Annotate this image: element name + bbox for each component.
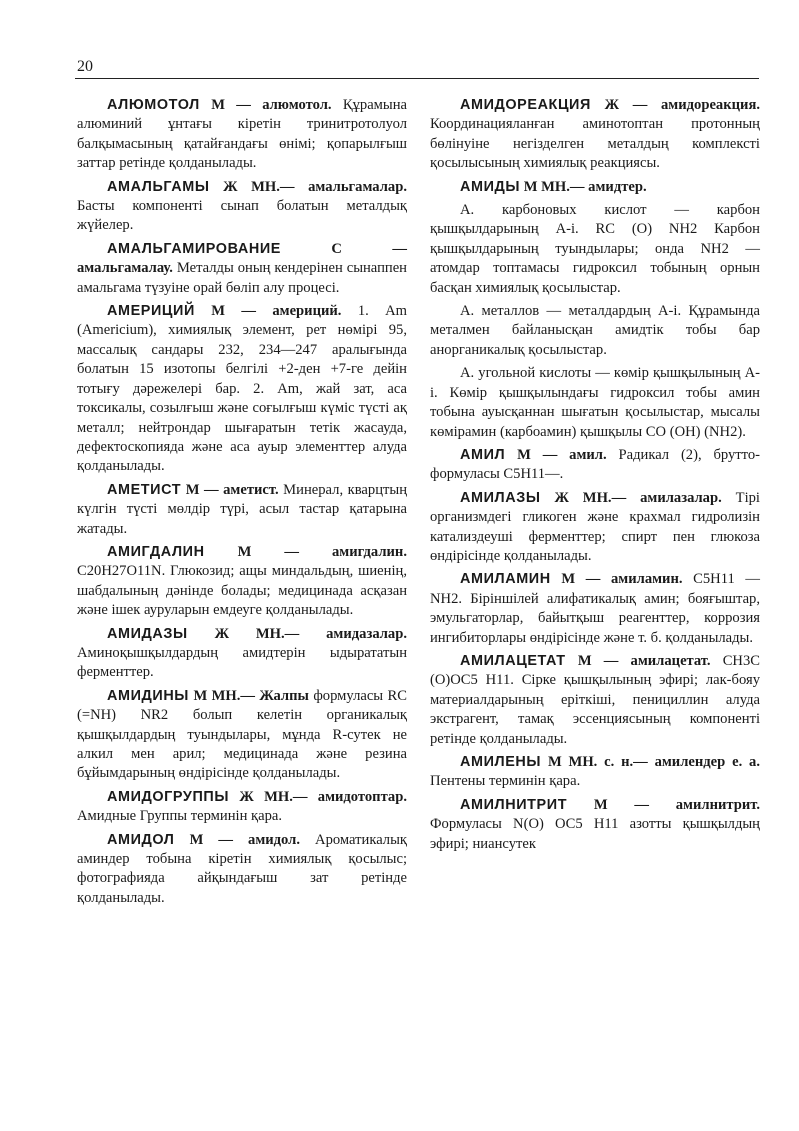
entry-headword: АМЕТИСТ [107, 481, 182, 498]
entry-headword: АМАЛЬГАМИРОВАНИЕ [107, 240, 281, 257]
entry-headword: АМИЛАМИН [460, 571, 551, 588]
entry-translation: М МН.— амидтер. [523, 178, 647, 195]
dictionary-entry [430, 753, 760, 792]
entry-translation: Ж МН.— амидотоптар. [239, 788, 407, 805]
dictionary-entry [77, 96, 407, 174]
entry-headword: АМИДИНЫ [107, 687, 189, 704]
entry-headword: АЛЮМОТОЛ [107, 97, 200, 113]
entry-headword: АМИДАЗЫ [107, 625, 188, 642]
entry-headword: АМИЛЕНЫ [460, 754, 542, 770]
dictionary-entry [77, 302, 407, 477]
entry-body: Координацияланған аминотоптан протонның бөлінуіне негізделген металдың комплексті қосылысының химиялық реакциясы. [430, 116, 760, 172]
entry-translation: М — амидол. [189, 831, 300, 848]
entry-body: Аминоқышқылдардың амидтерін ыдырататын ферменттер. [77, 644, 407, 681]
entry-body: 1. Am (Americium), химиялық элемент, рет нөмірі 95, массалық сандары 232, 234—247 аралығында болатын 15 изотопы белгілі +2-ден +7-ге дейін тотығу дәрежелері бар. 2. Am, жай зат, аса токсикалы, созылғыш және соғылғыш күміс түсті ақ металл; нейтрондар шығаратын тетік жасауда, дефектоскопияда және аса ауыр элементтер алуда қолданылады. [77, 303, 408, 475]
entry-body: Амидные Группы терминін қара. [77, 808, 283, 825]
entry-body: Тірі организмдегі гликоген және крахмал гидролизін катализдеуші ферменттер; спирт пен глюкоза өндірісінде қолданылады. [430, 489, 760, 564]
entry-body: Басты компоненті сынап болатын металдық жүйелер. [77, 198, 407, 234]
entry-translation: М МН. с. н.— амилендер е. а. [547, 754, 760, 770]
dictionary-entry [77, 625, 407, 683]
entry-translation: М — аметист. [185, 481, 279, 498]
dictionary-entry [430, 96, 760, 174]
entry-translation: М МН.— Жалпы [193, 687, 309, 704]
entry-translation: М — америций. [211, 303, 342, 320]
dictionary-entry [77, 240, 407, 298]
entry-translation: М — амил. [517, 446, 607, 463]
right-column [430, 96, 760, 858]
entry-translation: М — амиламин. [561, 571, 683, 588]
entry-translation: Ж МН.— амальгамалар. [223, 178, 407, 195]
entry-headword: АМИЛ [460, 446, 506, 463]
entry-body: формуласы RC (=NH) NR2 болып келетін органикалық қышқылдардың туындылары, мұнда R-сутек не алкил мен арил; медицинада және резина бұйымдарының өндірісінде қолданылады. [77, 687, 408, 782]
header-rule [75, 78, 759, 79]
entry-translation: М — алюмотол. [211, 97, 332, 113]
entry-headword: АМИГДАЛИН [107, 543, 205, 560]
dictionary-entry [77, 687, 407, 784]
entry-body: Радикал (2), брутто-формуласы C5H11—. [430, 446, 761, 483]
dictionary-entry [77, 178, 407, 236]
entry-body: Формуласы N(O) OC5 H11 азотты қышқылдың эфирі; ниансутек [430, 816, 760, 852]
entry-headword: АМИДОРЕАКЦИЯ [460, 97, 591, 113]
dictionary-entry [77, 481, 407, 539]
entry-headword: АМЕРИЦИЙ [107, 303, 195, 320]
entry-translation: М — амилнитрит. [593, 796, 760, 813]
entry-subsense [430, 201, 760, 298]
entry-translation: М — амигдалин. [237, 543, 407, 560]
dictionary-entry [430, 570, 760, 648]
entry-body: Металды оның кендерінен сынаппен амальгама түзуіне орай бөліп алу процесі. [77, 260, 407, 296]
entry-body: А. металлов — металдардың А-і. Құрамында металмен байланысқан амидтік тобы бар анорганикалық қосылыстар. [430, 303, 760, 358]
entry-translation: М — амилацетат. [577, 652, 711, 669]
entry-headword: АМИДЫ [460, 178, 521, 195]
entry-subsense [430, 302, 760, 360]
entry-translation: Ж МН.— амилазалар. [554, 489, 722, 506]
entry-body: Ароматикалық аминдер тобына кіретін химиялық қосылыс; фотографияда айқындағыш зат ретінде қолданылады. [77, 831, 407, 906]
entry-translation: Ж — амидореакция. [604, 97, 760, 113]
entry-headword: АМИЛАЗЫ [460, 489, 541, 506]
dictionary-entry [77, 543, 407, 621]
entry-body: C5H11 — NH2. Біріншілей алифатикалық амин; бояғыштар, эмульгаторлар, байытқыш реагенттер, коррозия ингибиторлары өндірісінде және т. б. қолданылады. [430, 571, 760, 646]
entry-subsense [430, 364, 760, 442]
entry-headword: АМАЛЬГАМЫ [107, 178, 210, 195]
entry-body: А. угольной кислоты — көмір қышқылының А-і. Көмір қышқылындағы гидроксил тобы амин тобына ауысқаннан шығатын қосылыстар, мысалы көмірамин (карбоамин) қышқылы CO (OH) (NH2). [430, 365, 760, 440]
entry-body: Құрамына алюминий ұнтағы кіретін тринитротолуол балқымасының қатайғандағы өнімі; қопарылғыш заттар ретінде қолданылады. [77, 97, 407, 172]
entry-body: Пентены терминін қара. [430, 773, 581, 790]
left-column [77, 96, 407, 912]
entry-body: C20H27O11N. Глюкозид; ащы миндальдың, шиенің, шабдалының дәнінде болады; медицинада асқазан және ішек ауруларын емдеуге қолданылады. [77, 563, 407, 619]
entry-headword: АМИДОЛ [107, 831, 175, 848]
entry-headword: АМИЛНИТРИТ [460, 796, 568, 813]
entry-headword: АМИДОГРУППЫ [107, 788, 230, 805]
entry-translation: Ж МН.— амидазалар. [214, 625, 407, 642]
dictionary-entry [77, 788, 407, 827]
entry-body: А. карбоновых кислот — карбон қышқылдарының А-і. RC (O) NH2 Карбон қышқылдарының туындылары; онда NH2 — атомдар топтамасы гидроксил тобының орнын басқан химиялық қосылыстар. [430, 202, 760, 296]
entry-headword: АМИЛАЦЕТАТ [460, 652, 566, 669]
dictionary-entry [430, 178, 760, 197]
dictionary-entry [430, 446, 760, 485]
entry-translation: С — амальгамалау. [77, 240, 407, 277]
dictionary-entry [430, 796, 760, 854]
entry-body: Минерал, кварцтың күлгін түсті мөлдір түрі, асыл тастар қатарына жатады. [77, 481, 407, 537]
dictionary-entry [77, 831, 407, 909]
dictionary-entry [430, 489, 760, 567]
entry-body: CH3C (O)OC5 H11. Сірке қышқылының эфирі; лак-бояу материалдарының еріткіші, пенициллин алуда экстрагент, тамақ эссенциясының компоненті ретінде қолданылады. [430, 652, 760, 747]
dictionary-entry [430, 652, 760, 749]
page-number: 20 [77, 58, 93, 75]
